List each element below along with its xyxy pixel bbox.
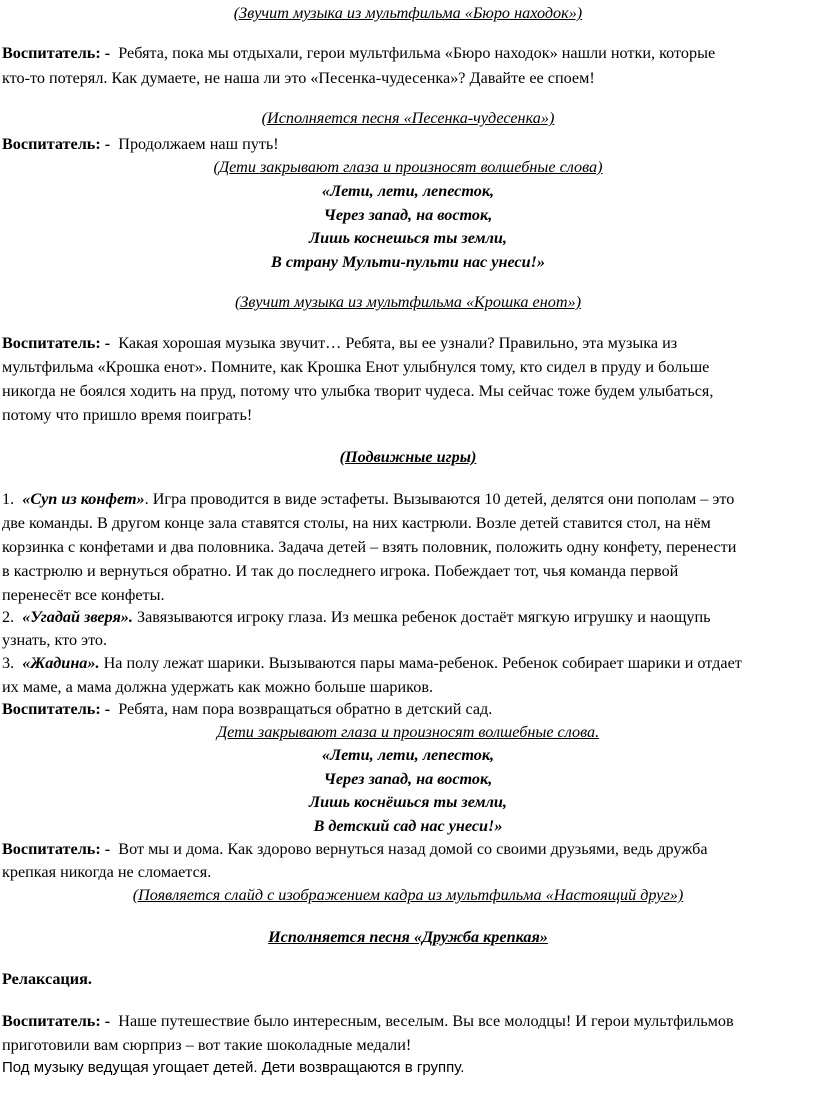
paragraph-line: узнать, кто это.	[2, 631, 108, 649]
paragraph-line	[2, 1011, 814, 1031]
game-title: «Жадина».	[22, 654, 100, 672]
speaker-label: Воспитатель: -	[2, 840, 111, 858]
item-number: 1.	[2, 490, 15, 508]
line-text: Какая хорошая музыка звучит… Ребята, вы ее узнали? Правильно, эта музыка из	[118, 334, 678, 352]
poem-line: Через запад, на восток,	[323, 206, 493, 224]
game-title: «Суп из конфет»	[22, 490, 145, 508]
speaker-label: Воспитатель: -	[2, 334, 111, 352]
game-item-1	[2, 489, 814, 509]
poem-line: «Лети, лети, лепесток,	[321, 182, 495, 200]
item-number: 2.	[2, 608, 15, 626]
paragraph-line: никогда не боялся ходить на пруд, потому что улыбка творит чудеса. Мы сейчас тоже будем улыбаться,	[2, 382, 714, 400]
line-text: . Игра проводится в виде эстафеты. Вызываются 10 детей, делятся они пополам – это	[144, 490, 735, 508]
line-text: Вот мы и дома. Как здорово вернуться назад домой со своими друзьями, ведь дружба	[118, 840, 708, 858]
poem-line: Лишь коснешься ты земли,	[309, 229, 507, 247]
stage-direction: Дети закрывают глаза и произносят волшебные слова.	[216, 723, 600, 741]
section-heading: (Подвижные игры)	[339, 448, 477, 466]
paragraph-line: потому что пришло время поиграть!	[2, 406, 253, 424]
paragraph-line	[2, 699, 814, 719]
paragraph-line: перенесёт все конфеты.	[2, 586, 165, 604]
paragraph-line	[2, 839, 814, 859]
item-number: 3.	[2, 654, 15, 672]
speaker-label: Воспитатель: -	[2, 700, 111, 718]
stage-direction: (Звучит музыка из мультфильма «Бюро находок»)	[233, 4, 583, 22]
paragraph-line: кто-то потерял. Как думаете, не наша ли это «Песенка-чудесенка»? Давайте ее споем!	[2, 69, 595, 87]
closing-line: Под музыку ведущая угощает детей. Дети возвращаются в группу.	[2, 1059, 465, 1076]
speaker-label: Воспитатель: -	[2, 135, 111, 153]
paragraph-line: две команды. В другом конце зала ставятся столы, на них кастрюли. Возле детей ставится стол, на нём	[2, 514, 711, 532]
paragraph-line	[2, 333, 814, 353]
speaker-label: Воспитатель: -	[2, 44, 111, 62]
paragraph-line: их маме, а мама должна удержать как можно больше шариков.	[2, 678, 434, 696]
poem-line: В страну Мульти-пульти нас унеси!»	[271, 253, 545, 271]
song-heading: Исполняется песня «Дружба крепкая»	[268, 928, 548, 946]
line-text: Продолжаем наш путь!	[118, 135, 279, 153]
game-item-2	[2, 607, 814, 627]
line-text: Завязываются игроку глаза. Из мешка ребенок достаёт мягкую игрушку и наощупь	[136, 608, 711, 626]
line-text: Ребята, нам пора возвращаться обратно в детский сад.	[118, 700, 493, 718]
paragraph-line: мультфильма «Крошка енот». Помните, как Крошка Енот улыбнулся тому, кто сидел в пруду и больше	[2, 358, 710, 376]
poem-line: В детский сад нас унеси!»	[313, 817, 503, 835]
line-text: Ребята, пока мы отдыхали, герои мультфильма «Бюро находок» нашли нотки, которые	[118, 44, 716, 62]
stage-direction: (Исполняется песня «Песенка-чудесенка»)	[261, 109, 555, 127]
paragraph-line	[2, 134, 814, 154]
game-title: «Угадай зверя».	[22, 608, 133, 626]
poem-line: Лишь коснёшься ты земли,	[309, 793, 507, 811]
line-text: Наше путешествие было интересным, веселым. Вы все молодцы! И герои мультфильмов	[118, 1012, 734, 1030]
paragraph-line: крепкая никогда не сломается.	[2, 863, 212, 881]
section-label: Релаксация.	[2, 970, 92, 988]
speaker-label: Воспитатель: -	[2, 1012, 111, 1030]
paragraph-line: корзинка с конфетами и два половника. Задача детей – взять половник, положить одну конфету, перенести	[2, 538, 737, 556]
poem-line: «Лети, лети, лепесток,	[321, 746, 495, 764]
paragraph-line: приготовили вам сюрприз – вот такие шоколадные медали!	[2, 1036, 412, 1054]
line-text: На полу лежат шарики. Вызываются пары мама-ребенок. Ребенок собирает шарики и отдает	[103, 654, 742, 672]
stage-direction: (Дети закрывают глаза и произносят волшебные слова)	[213, 158, 603, 176]
paragraph-line	[2, 43, 814, 63]
paragraph-line: в кастрюлю и вернуться обратно. И так до последнего игрока. Побеждает тот, чья команда первой	[2, 562, 679, 580]
poem-line: Через запад, на восток,	[323, 770, 493, 788]
stage-direction: (Звучит музыка из мультфильма «Крошка енот»)	[234, 293, 582, 311]
game-item-3	[2, 653, 814, 673]
stage-direction: (Появляется слайд с изображением кадра из мультфильма «Настоящий друг»)	[132, 886, 684, 904]
